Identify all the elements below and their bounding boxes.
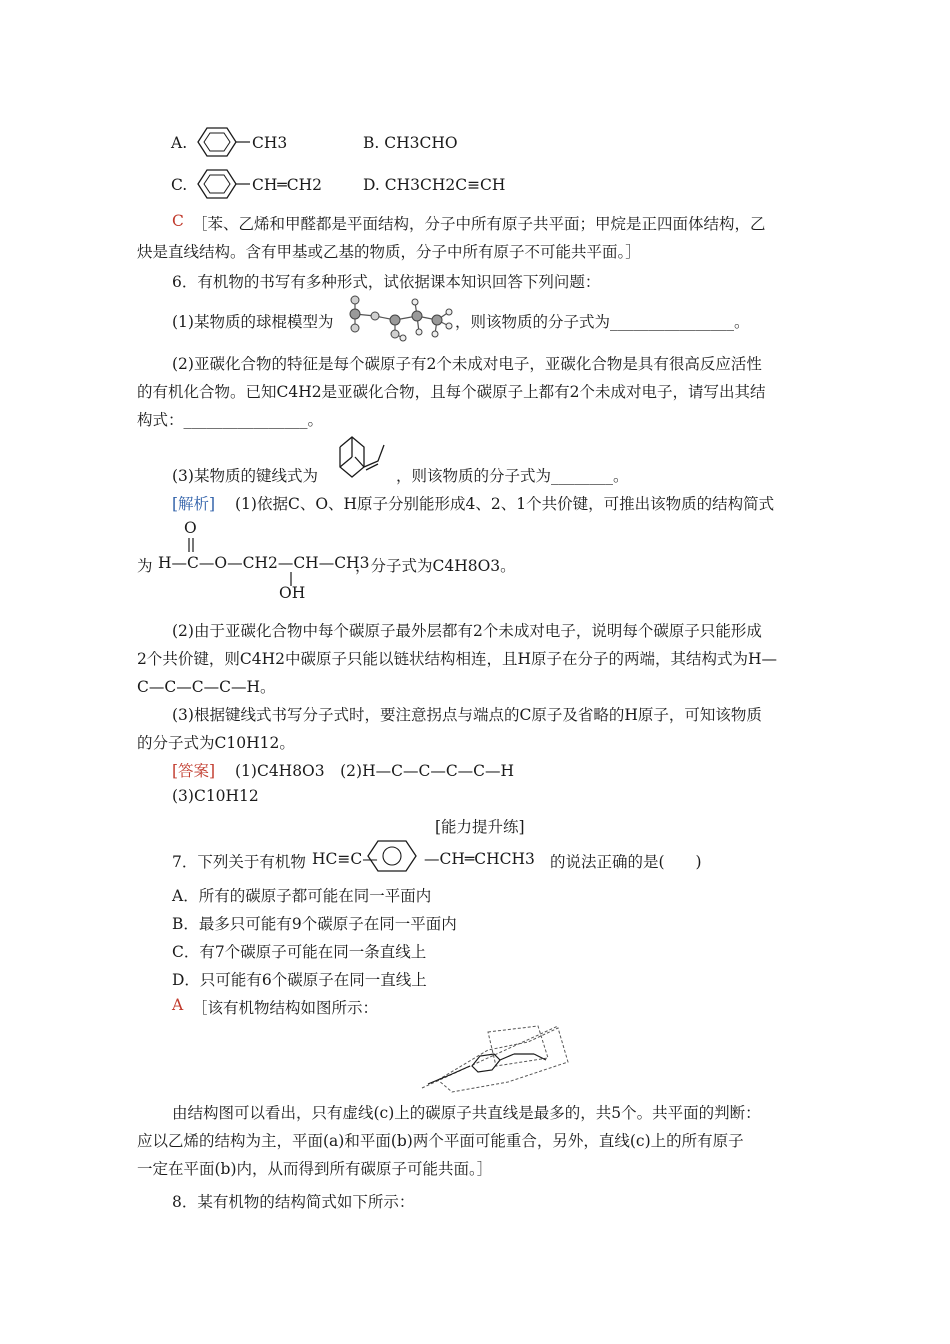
q5-explanation-1: ［苯、乙烯和甲醛都是平面结构，分子中所有原子共平面；甲烷是正四面体结构，乙 <box>192 215 766 233</box>
q7-explanation-2: 应以乙烯的结构为主，平面(a)和平面(b)两个平面可能重合，另外，直线(c)上的所有原子 <box>137 1132 744 1150</box>
q7-option-c: C．有7个碳原子可能在同一条直线上 <box>172 943 427 961</box>
analysis-formula-suffix: ，分子式为C4H8O3。 <box>355 557 516 575</box>
q8-stem: 8．某有机物的结构简式如下所示： <box>172 1193 415 1211</box>
option-a-substituent: CH3 <box>252 134 288 152</box>
analysis-part2-line2: 2个共价键，则C4H2中碳原子只能以链状结构相连，且H原子在分子的两端，其结构式为H— <box>137 650 777 668</box>
formula-hydroxyl: OH <box>279 584 306 602</box>
q7-explanation-3: 一定在平面(b)内，从而得到所有碳原子可能共面。］ <box>137 1160 493 1178</box>
q6-part3-post: ，则该物质的分子式为________。 <box>396 467 629 485</box>
q6-part2-line1: (2)亚碳化合物的特征是每个碳原子有2个未成对电子，亚碳化合物是具有很高反应活性 <box>172 355 762 373</box>
q6-part1-post: ，则该物质的分子式为________________。 <box>455 313 750 331</box>
skeletal-formula-icon <box>330 433 394 485</box>
ball-stick-model-icon <box>345 294 455 344</box>
styrene-structure-icon <box>190 166 250 202</box>
option-c-label: C. <box>171 176 188 194</box>
q7-explanation-intro: ［该有机物结构如图所示： <box>192 999 379 1017</box>
q6-stem: 6．有机物的书写有多种形式，试依据课本知识回答下列问题： <box>172 273 601 291</box>
answer-tag: [答案] <box>172 762 216 780</box>
q6-part2-line2: 的有机化合物。已知C4H2是亚碳化合物，且每个碳原子上都有2个未成对电子，请写出其结 <box>137 383 766 401</box>
q7-option-b: B．最多只可能有9个碳原子在同一平面内 <box>172 915 457 933</box>
analysis-tag: [解析] <box>172 495 216 513</box>
planarity-structure-diagram <box>418 1022 578 1094</box>
q7-formula-right: —CH═CHCH3 <box>424 850 535 868</box>
analysis-line1: (1)依据C、O、H原子分别能形成4、2、1个共价键，可推出该物质的结构简式 <box>235 495 775 513</box>
formula-carbonyl-o: O <box>184 519 197 537</box>
section-heading: [能力提升练] <box>435 818 525 836</box>
option-a-label: A. <box>171 134 188 152</box>
q7-stem-post: 的说法正确的是( ) <box>550 853 702 871</box>
q6-part3-pre: (3)某物质的键线式为 <box>172 467 318 485</box>
option-d: D. CH3CH2C≡CH <box>363 176 506 194</box>
analysis-part2-line1: (2)由于亚碳化合物中每个碳原子最外层都有2个未成对电子，说明每个碳原子只能形成 <box>172 622 762 640</box>
analysis-formula-prefix: 为 <box>137 557 153 575</box>
q5-explanation-2: 炔是直线结构。含有甲基或乙基的物质，分子中所有原子不可能共平面。］ <box>137 243 641 261</box>
analysis-part3-line2: 的分子式为C10H12。 <box>137 734 295 752</box>
toluene-structure-icon <box>190 124 250 160</box>
q7-option-d: D．只可能有6个碳原子在同一直线上 <box>172 971 427 989</box>
answer-line1: (1)C4H8O3 (2)H—C—C—C—C—H <box>235 762 515 780</box>
q7-explanation-1: 由结构图可以看出，只有虚线(c)上的碳原子共直线是最多的，共5个。共平面的判断： <box>172 1104 761 1122</box>
option-b: B. CH3CHO <box>363 134 458 152</box>
q7-answer: A <box>172 996 184 1014</box>
benzene-ring-icon <box>362 836 422 876</box>
q7-formula-left: HC≡C— <box>312 850 378 868</box>
carbonyl-double-bond-icon <box>186 538 196 554</box>
q6-part2-line3: 构式：________________。 <box>137 411 324 429</box>
analysis-part2-line3: C—C—C—C—H。 <box>137 678 276 696</box>
q6-part1-pre: (1)某物质的球棍模型为 <box>172 313 334 331</box>
analysis-part3-line1: (3)根据键线式书写分子式时，要注意拐点与端点的C原子及省略的H原子，可知该物质 <box>172 706 762 724</box>
option-c-substituent: CH═CH2 <box>252 176 322 194</box>
q5-answer: C <box>172 212 184 230</box>
answer-line2: (3)C10H12 <box>172 787 259 805</box>
analysis-structural-formula: H—C—O—CH2—CH—CH3 <box>158 554 370 572</box>
q7-option-a: A．所有的碳原子都可能在同一平面内 <box>172 887 432 905</box>
q7-stem-pre: 7．下列关于有机物 <box>172 853 306 871</box>
